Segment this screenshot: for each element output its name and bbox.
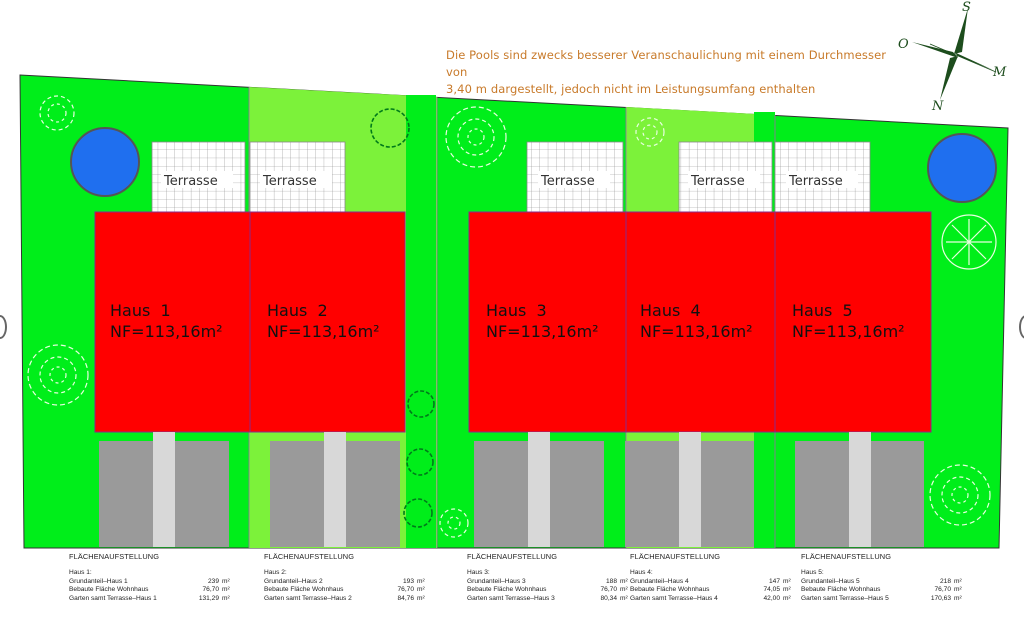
table-row: Garten samt Terrasse–Haus 5 170,63 m² — [801, 594, 962, 602]
terrace-label: Terrasse — [789, 174, 843, 189]
pool-left — [71, 128, 139, 196]
table-row: Grundanteil–Haus 4 147 m² — [630, 577, 791, 585]
area-table-haus-3 — [467, 553, 637, 603]
area-table-header: FLÄCHENAUFSTELLUNG — [467, 552, 558, 561]
house-name: Haus 4 — [640, 301, 701, 320]
compass-label-east: O — [898, 37, 909, 52]
parking-areas — [99, 441, 924, 547]
path — [849, 432, 871, 547]
path — [324, 432, 346, 547]
compass-rose — [898, 0, 1007, 114]
pool-note-line2: 3,40 m dargestellt, jedoch nicht im Leistungsumfang enthalten — [446, 82, 816, 96]
table-row: Bebaute Fläche Wohnhaus 76,70 m² — [69, 586, 230, 594]
house-name: Haus 1 — [110, 301, 171, 320]
area-table-title: Haus 1: — [69, 569, 92, 577]
house-area: NF=113,16m² — [640, 322, 753, 341]
area-table-haus-1 — [69, 553, 239, 603]
table-row: Garten samt Terrasse–Haus 2 84,76 m² — [264, 594, 425, 602]
house-name: Haus 2 — [267, 301, 328, 320]
table-row: Garten samt Terrasse–Haus 4 42,00 m² — [630, 594, 791, 602]
area-table-title: Haus 5: — [801, 569, 824, 577]
compass-needle-icon — [940, 56, 958, 100]
area-table-header: FLÄCHENAUFSTELLUNG — [801, 552, 892, 561]
compass-label-west: M — [993, 65, 1007, 80]
compass-label-north: N — [932, 99, 944, 114]
area-table-title: Haus 4: — [630, 569, 653, 577]
area-table-haus-2 — [264, 553, 434, 603]
table-row: Grundanteil–Haus 5 218 m² — [801, 577, 962, 585]
pool-note-line1: Die Pools sind zwecks besserer Veranschaulichung mit einem Durchmesser von — [446, 48, 887, 79]
terrace-label: Terrasse — [691, 174, 745, 189]
house-name: Haus 3 — [486, 301, 547, 320]
path — [679, 432, 701, 547]
table-row: Garten samt Terrasse–Haus 3 80,34 m² — [467, 594, 628, 602]
path — [153, 432, 175, 547]
path — [528, 432, 550, 547]
compass-label-south: S — [962, 0, 971, 15]
compass-needle-icon — [954, 52, 993, 70]
house-area: NF=113,16m² — [486, 322, 599, 341]
tree-icon — [942, 215, 996, 269]
table-row: Bebaute Fläche Wohnhaus 76,70 m² — [264, 586, 425, 594]
table-row: Bebaute Fläche Wohnhaus 76,70 m² — [801, 586, 962, 594]
table-row: Garten samt Terrasse–Haus 1 131,29 m² — [69, 594, 230, 602]
pool-note — [446, 47, 896, 98]
terrace-label: Terrasse — [541, 174, 595, 189]
area-table-title: Haus 3: — [467, 569, 490, 577]
house-area: NF=113,16m² — [792, 322, 905, 341]
area-table-haus-4 — [630, 553, 800, 603]
house-name: Haus 5 — [792, 301, 853, 320]
table-row: Grundanteil–Haus 3 188 m² — [467, 577, 628, 585]
terrace-label: Terrasse — [263, 174, 317, 189]
terrace-label: Terrasse — [164, 174, 218, 189]
area-table-header: FLÄCHENAUFSTELLUNG — [264, 552, 355, 561]
area-table-header: FLÄCHENAUFSTELLUNG — [69, 552, 160, 561]
compass-needle-icon — [912, 42, 958, 58]
house-area: NF=113,16m² — [267, 322, 380, 341]
table-row: Grundanteil–Haus 2 193 m² — [264, 577, 425, 585]
table-row: Bebaute Fläche Wohnhaus 74,05 m² — [630, 586, 791, 594]
house-area: NF=113,16m² — [110, 322, 223, 341]
table-row: Grundanteil–Haus 1 239 m² — [69, 577, 230, 585]
lawn-band — [406, 95, 436, 548]
area-table-header: FLÄCHENAUFSTELLUNG — [630, 552, 721, 561]
pool-right — [928, 134, 996, 202]
area-table-haus-5 — [801, 553, 971, 603]
area-table-title: Haus 2: — [264, 569, 287, 577]
table-row: Bebaute Fläche Wohnhaus 76,70 m² — [467, 586, 628, 594]
